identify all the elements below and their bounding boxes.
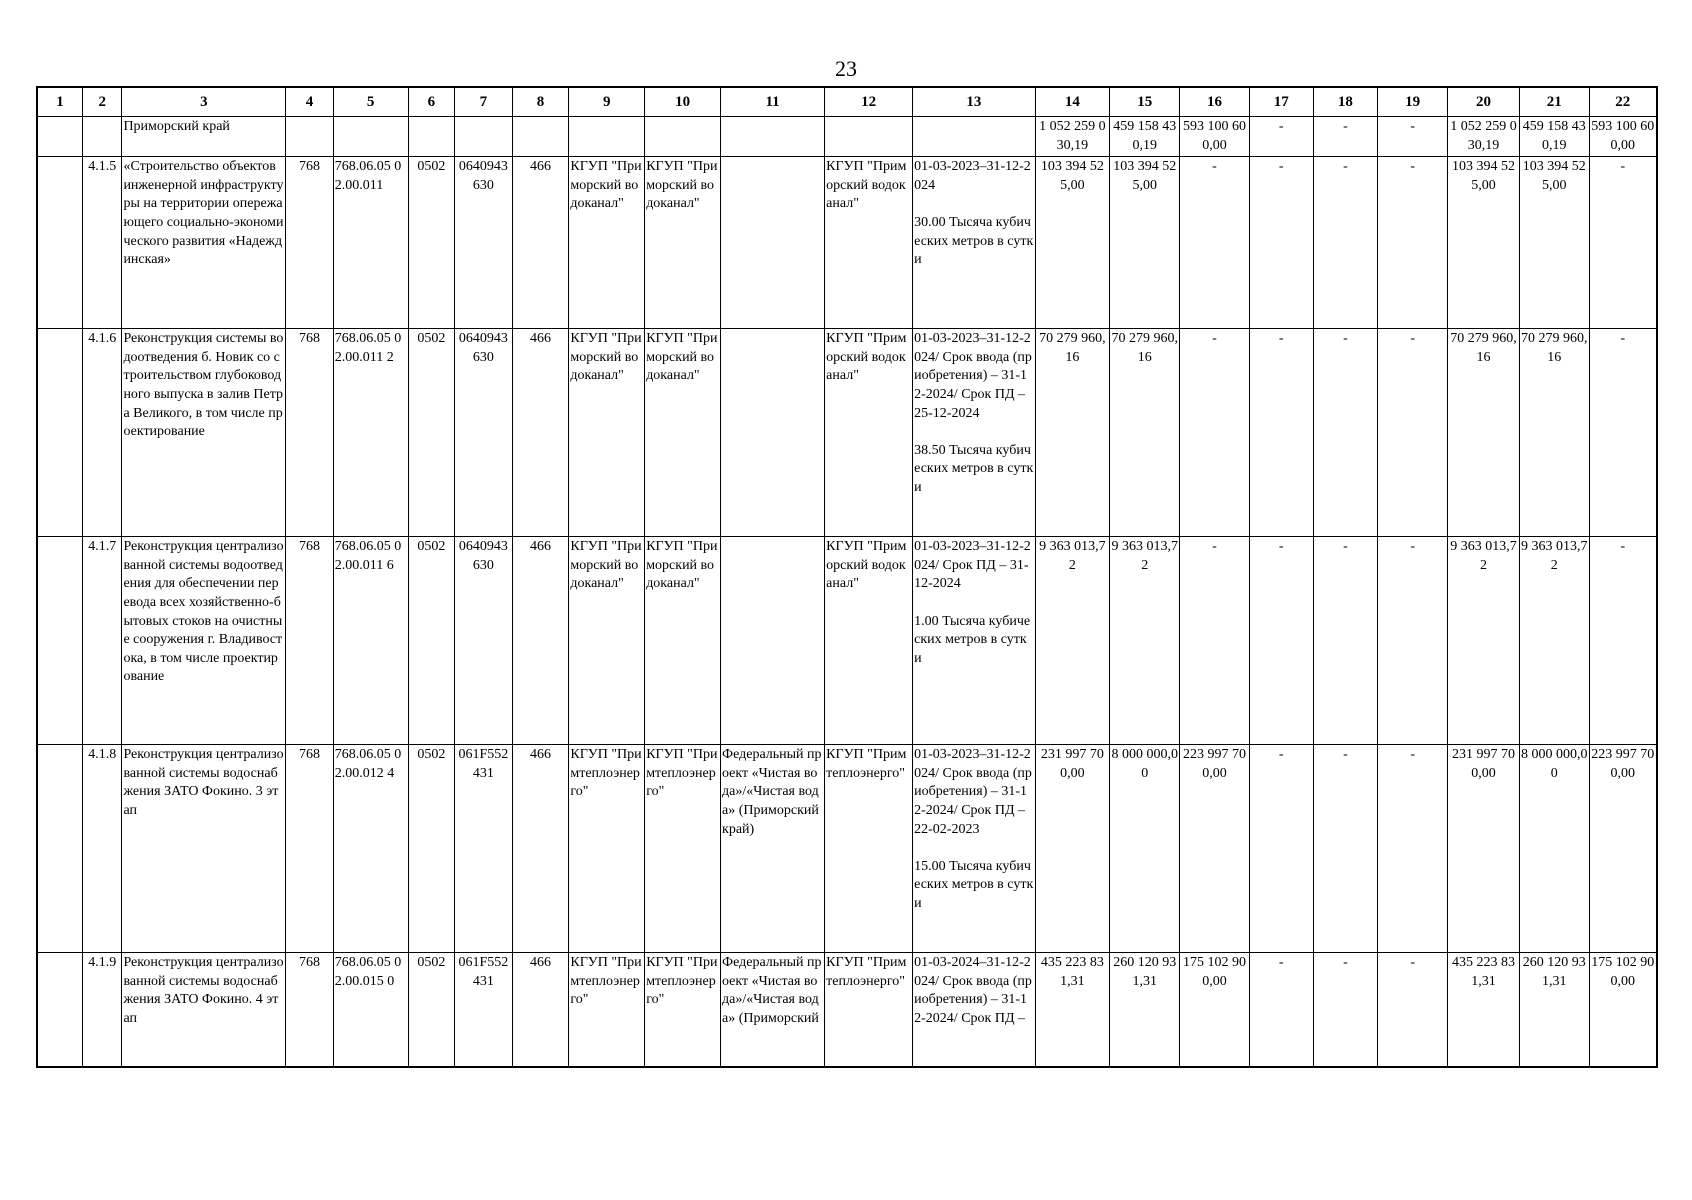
table-cell: 593 100 600,00 [1589,117,1657,157]
table-cell [913,117,1035,157]
table-cell: - [1313,537,1378,745]
table-cell: - [1589,537,1657,745]
table-cell [512,117,569,157]
table-cell: КГУП "Приморский водоканал" [825,537,913,745]
table-cell: 435 223 831,31 [1448,953,1520,1067]
table-cell: 768.06.05 02.00.012 4 [333,745,408,953]
table-cell: Реконструкция системы водоотведения б. Новик со строительством глубоководного выпуска в залив Петра Великого, в том числе проектирование [122,329,286,537]
table-cell: 0502 [408,537,455,745]
table-cell [333,117,408,157]
table-cell [645,117,721,157]
table-cell: 4.1.5 [83,157,122,329]
table-cell: - [1378,117,1448,157]
table-cell: КГУП "Примтеплоэнерго" [569,745,645,953]
table-cell: КГУП "Примтеплоэнерго" [645,745,721,953]
column-header: 10 [645,87,721,117]
table-cell: - [1313,329,1378,537]
table-cell: - [1180,329,1250,537]
column-header: 13 [913,87,1035,117]
table-cell: 768.06.05 02.00.015 0 [333,953,408,1067]
table-cell: 0502 [408,953,455,1067]
table-cell: Реконструкция централизованной системы водоснабжения ЗАТО Фокино. 3 этап [122,745,286,953]
table-cell: 260 120 931,31 [1110,953,1180,1067]
table-cell [37,329,83,537]
column-header: 1 [37,87,83,117]
table-cell [569,117,645,157]
table-cell: 223 997 700,00 [1180,745,1250,953]
table-cell: 70 279 960,16 [1035,329,1110,537]
table-cell [37,537,83,745]
table-cell: 0640943630 [455,329,513,537]
table-row [37,117,1657,157]
table-cell: - [1249,157,1313,329]
table-cell: 768.06.05 02.00.011 [333,157,408,329]
table-cell [721,329,825,537]
table-cell: Федеральный проект «Чистая вода»/«Чистая вода» (Приморский [721,953,825,1067]
table-cell: 70 279 960,16 [1110,329,1180,537]
table-cell: 768 [286,537,334,745]
table-cell: 459 158 430,19 [1519,117,1589,157]
table-cell: Приморский край [122,117,286,157]
table-cell: - [1378,329,1448,537]
table-cell: 1 052 259 030,19 [1448,117,1520,157]
table-cell: КГУП "Примтеплоэнерго" [825,953,913,1067]
column-header: 22 [1589,87,1657,117]
table-cell: 260 120 931,31 [1519,953,1589,1067]
table-cell: 0640943630 [455,157,513,329]
table-cell: 466 [512,537,569,745]
column-header: 16 [1180,87,1250,117]
table-cell: 0640943630 [455,537,513,745]
table-cell [37,953,83,1067]
table-cell: 4.1.9 [83,953,122,1067]
table-cell: 231 997 700,00 [1035,745,1110,953]
column-header: 14 [1035,87,1110,117]
table-cell: - [1378,537,1448,745]
table-cell [825,117,913,157]
column-header: 17 [1249,87,1313,117]
table-cell: 175 102 900,00 [1589,953,1657,1067]
table-cell: 768.06.05 02.00.011 6 [333,537,408,745]
table-cell [408,117,455,157]
table-cell: 175 102 900,00 [1180,953,1250,1067]
column-header: 9 [569,87,645,117]
table-cell: 459 158 430,19 [1110,117,1180,157]
table-cell: - [1180,537,1250,745]
column-header: 2 [83,87,122,117]
table-cell: 768 [286,329,334,537]
table-cell: 768.06.05 02.00.011 2 [333,329,408,537]
table-cell: - [1249,537,1313,745]
table-cell: 01-03-2023–31-12-2024/ Срок ввода (приобретения) – 31-12-2024/ Срок ПД – 22-02-2023 15.00 Тысяча кубических метров в сутки [913,745,1035,953]
table-cell: 70 279 960,16 [1448,329,1520,537]
table-cell: 768 [286,745,334,953]
table-cell: - [1249,117,1313,157]
table-cell: Федеральный проект «Чистая вода»/«Чистая вода» (Приморский край) [721,745,825,953]
table-cell: 466 [512,953,569,1067]
table-cell: 223 997 700,00 [1589,745,1657,953]
table-cell: - [1313,953,1378,1067]
table-cell: 103 394 525,00 [1519,157,1589,329]
column-header: 7 [455,87,513,117]
table-cell: «Строительство объектов инженерной инфраструктуры на территории опережающего социально-экономического развития «Надеждинская» [122,157,286,329]
table-cell: - [1589,329,1657,537]
table-cell: КГУП "Приморский водоканал" [645,157,721,329]
table-cell: 103 394 525,00 [1110,157,1180,329]
table-cell: 061F552431 [455,745,513,953]
table-cell: - [1313,157,1378,329]
table-cell: 768 [286,953,334,1067]
table-cell: - [1180,157,1250,329]
budget-table [36,86,1658,1068]
table-cell [37,745,83,953]
column-header: 18 [1313,87,1378,117]
table-cell: - [1249,329,1313,537]
table-cell [721,117,825,157]
table-cell [286,117,334,157]
table-cell: 466 [512,329,569,537]
table-cell: 9 363 013,72 [1035,537,1110,745]
column-header: 11 [721,87,825,117]
page-number: 23 [835,56,857,81]
table-cell: - [1249,953,1313,1067]
table-cell: - [1313,745,1378,953]
table-cell: 01-03-2023–31-12-2024 30.00 Тысяча кубических метров в сутки [913,157,1035,329]
table-cell [455,117,513,157]
column-header: 8 [512,87,569,117]
table-cell: 0502 [408,329,455,537]
table-cell: 70 279 960,16 [1519,329,1589,537]
table-cell: 01-03-2024–31-12-2024/ Срок ввода (приобретения) – 31-12-2024/ Срок ПД – [913,953,1035,1067]
table-cell: КГУП "Примтеплоэнерго" [825,745,913,953]
table-cell: 103 394 525,00 [1035,157,1110,329]
table-cell: 231 997 700,00 [1448,745,1520,953]
column-header: 15 [1110,87,1180,117]
column-header: 4 [286,87,334,117]
table-cell: - [1378,745,1448,953]
table-cell: 593 100 600,00 [1180,117,1250,157]
table-cell: 4.1.6 [83,329,122,537]
table-cell: 103 394 525,00 [1448,157,1520,329]
table-cell: 061F552431 [455,953,513,1067]
table-cell: 466 [512,745,569,953]
table-cell: КГУП "Приморский водоканал" [825,329,913,537]
table-cell: 1 052 259 030,19 [1035,117,1110,157]
table-cell: КГУП "Приморский водоканал" [825,157,913,329]
table-cell: - [1589,157,1657,329]
table-cell: КГУП "Приморский водоканал" [569,157,645,329]
table-cell: КГУП "Приморский водоканал" [645,537,721,745]
table-cell: 0502 [408,157,455,329]
table-cell [721,537,825,745]
table-cell [83,117,122,157]
table-cell: - [1249,745,1313,953]
table-cell: 9 363 013,72 [1448,537,1520,745]
table-row [37,745,1657,953]
column-header: 3 [122,87,286,117]
column-header: 21 [1519,87,1589,117]
table-cell: 01-03-2023–31-12-2024/ Срок ввода (приобретения) – 31-12-2024/ Срок ПД – 25-12-2024 38.50 Тысяча кубических метров в сутки [913,329,1035,537]
table-cell: 768 [286,157,334,329]
table-cell: 466 [512,157,569,329]
table-row [37,953,1657,1067]
table-row [37,329,1657,537]
table-row [37,157,1657,329]
table-cell [37,117,83,157]
table-cell: 9 363 013,72 [1519,537,1589,745]
table-cell: КГУП "Приморский водоканал" [569,537,645,745]
table-cell: 8 000 000,00 [1519,745,1589,953]
table-cell: 4.1.7 [83,537,122,745]
column-header: 19 [1378,87,1448,117]
table-cell: Реконструкция централизованной системы водоснабжения ЗАТО Фокино. 4 этап [122,953,286,1067]
table-cell: - [1378,157,1448,329]
table-cell: 01-03-2023–31-12-2024/ Срок ПД – 31-12-2024 1.00 Тысяча кубических метров в сутки [913,537,1035,745]
table-cell: 8 000 000,00 [1110,745,1180,953]
table-cell: Реконструкция централизованной системы водоотведения для обеспечении перевода всех хозяйственно-бытовых стоков на очистные сооружения г. Владивостока, в том числе проектирование [122,537,286,745]
table-cell: КГУП "Примтеплоэнерго" [569,953,645,1067]
column-header: 12 [825,87,913,117]
column-header: 6 [408,87,455,117]
table-cell: КГУП "Приморский водоканал" [645,329,721,537]
column-header: 20 [1448,87,1520,117]
table-cell: 4.1.8 [83,745,122,953]
table-row [37,537,1657,745]
table-cell: КГУП "Примтеплоэнерго" [645,953,721,1067]
table-cell: - [1313,117,1378,157]
table-cell: 435 223 831,31 [1035,953,1110,1067]
table-cell: 9 363 013,72 [1110,537,1180,745]
column-header: 5 [333,87,408,117]
column-number-row [37,87,1657,117]
table-cell [37,157,83,329]
table-cell: 0502 [408,745,455,953]
table-cell: - [1378,953,1448,1067]
table-cell [721,157,825,329]
table-cell: КГУП "Приморский водоканал" [569,329,645,537]
